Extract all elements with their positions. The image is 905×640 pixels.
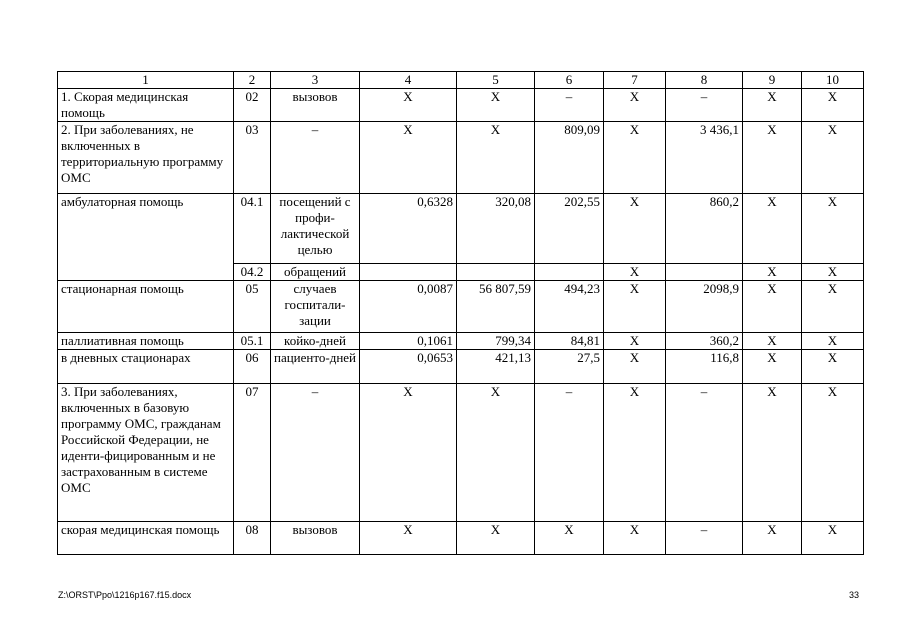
header-cell: 7 [604,72,666,89]
row-label-cell: 2. При заболеваниях, не включенных в территориальную программу ОМС [58,122,234,194]
value-cell: Х [604,89,666,122]
value-cell: – [666,89,743,122]
value-cell: Х [457,384,535,522]
value-cell: 202,55 [535,194,604,264]
value-cell: Х [604,350,666,384]
page-number: 33 [848,590,859,600]
value-cell: Х [802,333,864,350]
row-code-cell: 04.2 [234,264,271,281]
value-cell: 56 807,59 [457,281,535,333]
header-cell: 5 [457,72,535,89]
value-cell: Х [802,122,864,194]
table-row [58,333,864,350]
header-cell: 1 [58,72,234,89]
value-cell: Х [604,522,666,555]
value-cell: 84,81 [535,333,604,350]
value-cell: 0,0653 [360,350,457,384]
value-cell [360,264,457,281]
unit-cell: – [271,384,360,522]
value-cell: Х [360,384,457,522]
value-cell: Х [604,384,666,522]
row-label-cell: 3. При заболеваниях, включенных в базовую программу ОМС, гражданам Российской Федерации, не иденти-фицированным и не застрахованным в системе ОМС [58,384,234,522]
value-cell: Х [802,350,864,384]
value-cell [457,264,535,281]
value-cell: – [666,522,743,555]
unit-cell: пациенто-дней [271,350,360,384]
row-label-cell: в дневных стационарах [58,350,234,384]
row-label-cell: паллиативная помощь [58,333,234,350]
value-cell: Х [535,522,604,555]
table-row [58,522,864,555]
row-code-cell: 05.1 [234,333,271,350]
value-cell: Х [360,89,457,122]
value-cell: Х [360,122,457,194]
table-row [58,384,864,522]
header-cell: 10 [802,72,864,89]
value-cell: 809,09 [535,122,604,194]
unit-cell: койко-дней [271,333,360,350]
value-cell: 0,0087 [360,281,457,333]
row-label-cell: 1. Скорая медицинская помощь [58,89,234,122]
row-code-cell: 08 [234,522,271,555]
value-cell: 2098,9 [666,281,743,333]
footer-file-path: Z:\ORST\Ppo\1216p167.f15.docx [58,590,192,600]
value-cell: Х [802,194,864,264]
unit-cell: случаев госпитали-зации [271,281,360,333]
value-cell: Х [743,122,802,194]
value-cell: 360,2 [666,333,743,350]
value-cell: Х [743,264,802,281]
table-row [58,194,864,264]
value-cell: Х [604,333,666,350]
value-cell: 860,2 [666,194,743,264]
row-code-cell: 02 [234,89,271,122]
value-cell: Х [743,384,802,522]
header-cell: 8 [666,72,743,89]
table-row [58,122,864,194]
header-cell: 6 [535,72,604,89]
unit-cell: – [271,122,360,194]
value-cell: 421,13 [457,350,535,384]
value-cell: Х [360,522,457,555]
unit-cell: обращений [271,264,360,281]
value-cell: Х [802,89,864,122]
value-cell: – [666,384,743,522]
row-code-cell: 05 [234,281,271,333]
value-cell: 0,1061 [360,333,457,350]
value-cell: Х [604,281,666,333]
header-cell: 3 [271,72,360,89]
value-cell: 116,8 [666,350,743,384]
value-cell: Х [802,384,864,522]
value-cell: Х [743,333,802,350]
row-code-cell: 04.1 [234,194,271,264]
row-code-cell: 06 [234,350,271,384]
unit-cell: вызовов [271,89,360,122]
unit-cell: посещений с профи-лактической целью [271,194,360,264]
value-cell: Х [604,122,666,194]
value-cell: Х [743,350,802,384]
row-label-cell: амбулаторная помощь [58,194,234,281]
value-cell: 27,5 [535,350,604,384]
value-cell: Х [604,194,666,264]
header-cell: 2 [234,72,271,89]
table-header-row [58,72,864,89]
value-cell: Х [802,281,864,333]
header-cell: 4 [360,72,457,89]
value-cell [535,264,604,281]
row-code-cell: 03 [234,122,271,194]
value-cell: – [535,384,604,522]
unit-cell: вызовов [271,522,360,555]
header-cell: 9 [743,72,802,89]
value-cell: Х [457,522,535,555]
row-label-cell: стационарная помощь [58,281,234,333]
value-cell: 320,08 [457,194,535,264]
value-cell [666,264,743,281]
value-cell: 799,34 [457,333,535,350]
value-cell: Х [802,522,864,555]
value-cell: 3 436,1 [666,122,743,194]
value-cell: Х [457,89,535,122]
value-cell: Х [743,281,802,333]
value-cell: Х [457,122,535,194]
table-row [58,350,864,384]
table-row [58,281,864,333]
value-cell: Х [743,89,802,122]
table-row [58,89,864,122]
value-cell: Х [743,522,802,555]
row-code-cell: 07 [234,384,271,522]
data-table [57,71,864,555]
value-cell: Х [604,264,666,281]
value-cell: Х [743,194,802,264]
value-cell: 0,6328 [360,194,457,264]
value-cell: Х [802,264,864,281]
value-cell: 494,23 [535,281,604,333]
value-cell: – [535,89,604,122]
row-label-cell: скорая медицинская помощь [58,522,234,555]
